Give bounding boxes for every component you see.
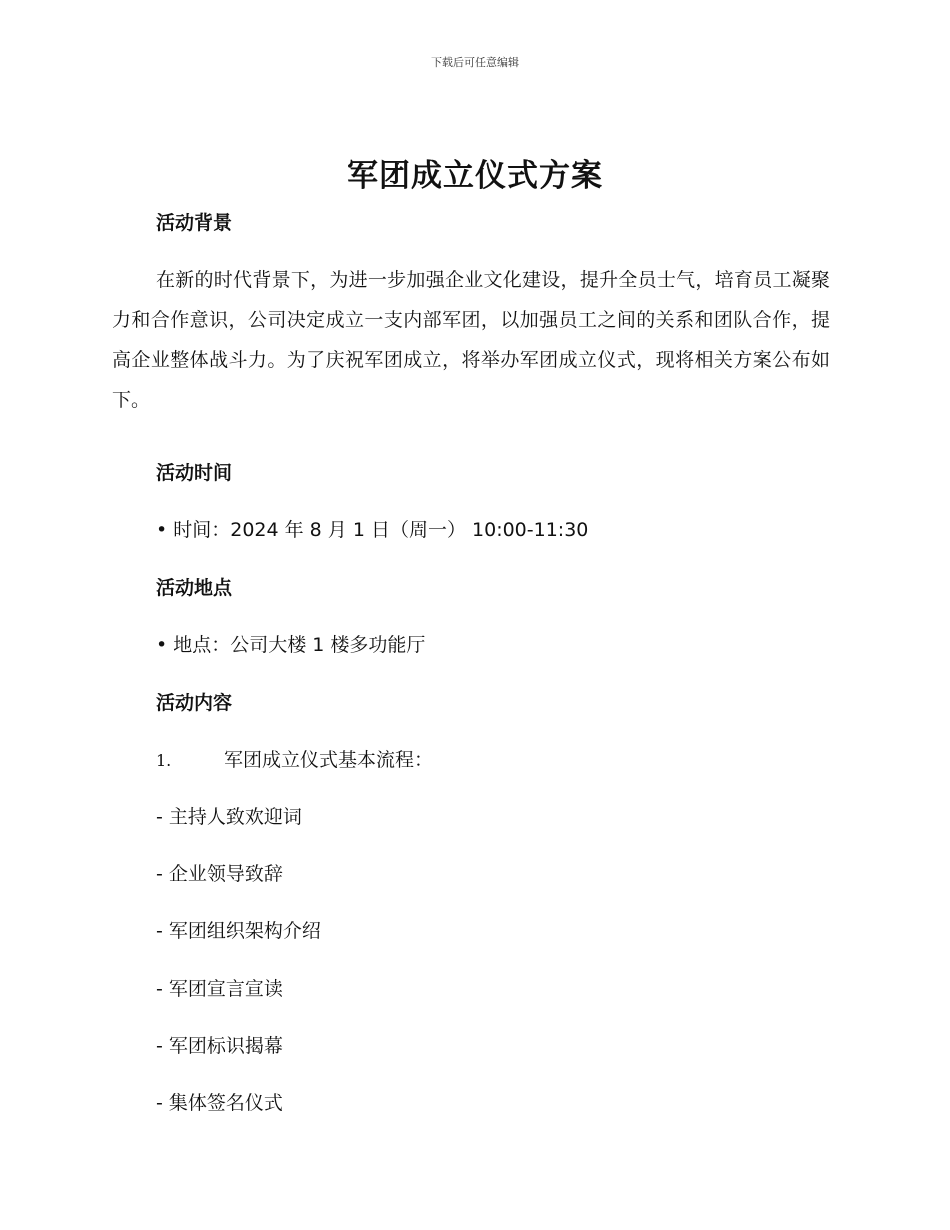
- step-item: - 军团标识揭幕: [156, 1035, 283, 1057]
- list-label: 军团成立仪式基本流程：: [224, 749, 434, 771]
- step-item: - 企业领导致辞: [156, 863, 283, 885]
- step-item: - 主持人致欢迎词: [156, 806, 302, 828]
- place-item: • 地点：公司大楼 1 楼多功能厅: [156, 634, 426, 656]
- step-item: - 军团组织架构介绍: [156, 920, 321, 942]
- step-item: - 军团宣言宣读: [156, 978, 283, 1000]
- heading-place: 活动地点: [156, 577, 233, 599]
- heading-content: 活动内容: [156, 692, 233, 714]
- list-number: 1.: [156, 751, 172, 770]
- header-note: 下载后可任意编辑: [431, 56, 519, 69]
- step-item: - 集体签名仪式: [156, 1092, 283, 1114]
- heading-background: 活动背景: [156, 212, 233, 234]
- background-paragraph: 在新的时代背景下，为进一步加强企业文化建设，提升全员士气，培育员工凝聚力和合作意识，公司决定成立一支内部军团，以加强员工之间的关系和团队合作，提高企业整体战斗力。为了庆祝军团成立，将举办军团成立仪式，现将相关方案公布如下。: [112, 269, 830, 411]
- heading-time: 活动时间: [156, 462, 233, 484]
- list-item-1: [156, 745, 433, 772]
- document-title: 军团成立仪式方案: [347, 158, 603, 194]
- time-item: • 时间：2024 年 8 月 1 日（周一） 10:00-11:30: [156, 519, 589, 541]
